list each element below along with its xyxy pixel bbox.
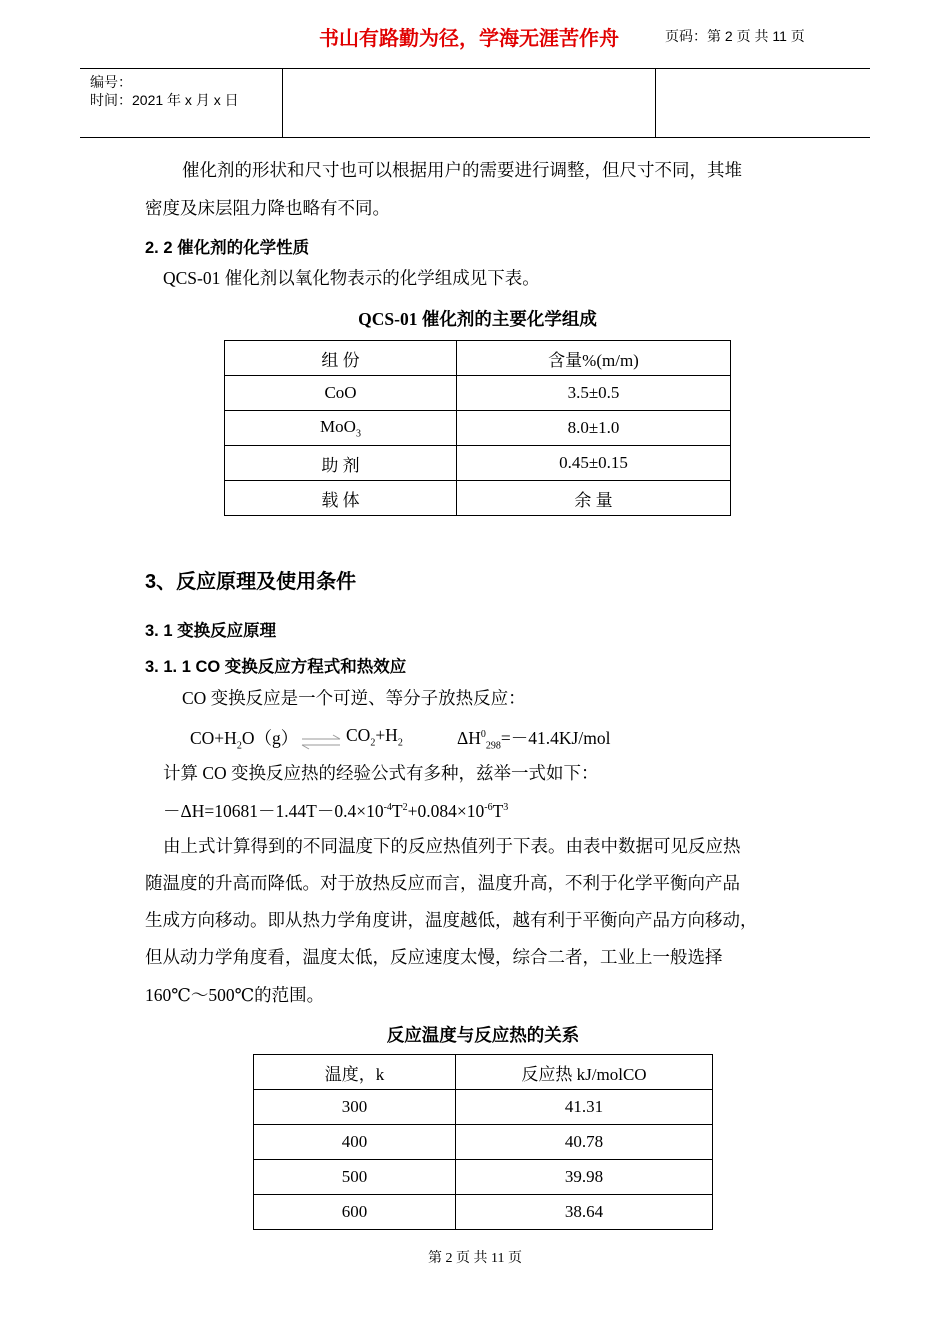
table-cell: 40.78 bbox=[456, 1125, 713, 1160]
table-header-cell: 反应热 kJ/molCO bbox=[456, 1055, 713, 1090]
eq-text: ΔH bbox=[457, 728, 481, 748]
section-2-2-heading: 2. 2 催化剂的化学性质 bbox=[145, 239, 310, 257]
table-cell: 38.64 bbox=[456, 1195, 713, 1230]
superscript: -6 bbox=[484, 802, 493, 814]
superscript: 3 bbox=[503, 802, 509, 814]
header-divider bbox=[282, 69, 283, 137]
reaction-equation bbox=[190, 725, 298, 752]
table-row bbox=[225, 481, 731, 516]
reaction-description: CO 变换反应是一个可逆、等分子放热反应： bbox=[182, 688, 526, 708]
subscript: 3 bbox=[355, 428, 361, 440]
eq-text: T bbox=[492, 801, 504, 821]
para-line: 生成方向移动。即从热力学角度讲，温度越低，越有利于平衡向产品方向移动， bbox=[145, 910, 758, 930]
eq-text: CO+H bbox=[190, 728, 237, 748]
eq-text: O（g） bbox=[241, 728, 299, 748]
reaction-products bbox=[346, 725, 403, 749]
table-cell: CoO bbox=[225, 376, 457, 411]
superscript: -4 bbox=[383, 802, 392, 814]
table-row bbox=[254, 1195, 713, 1230]
para-line: 160℃～500℃的范围。 bbox=[145, 985, 325, 1005]
para-line: 但从动力学角度看，温度太低，反应速度太慢，综合二者，工业上一般选择 bbox=[145, 947, 723, 967]
eq-text: T bbox=[391, 801, 403, 821]
section-3-1-1-heading: 3. 1. 1 CO 变换反应方程式和热效应 bbox=[145, 658, 407, 676]
table-cell: 600 bbox=[254, 1195, 456, 1230]
table-cell: 8.0±1.0 bbox=[457, 411, 731, 446]
table-row bbox=[254, 1160, 713, 1195]
eq-text: －ΔH=10681－1.44T－0.4×10 bbox=[163, 801, 384, 821]
reaction-heat-table bbox=[253, 1054, 713, 1230]
subscript: 2 bbox=[397, 737, 403, 749]
superscript: 0 bbox=[480, 729, 486, 741]
section-2-2-text: QCS-01 催化剂以氧化物表示的化学组成见下表。 bbox=[163, 268, 540, 288]
table-row bbox=[225, 341, 731, 376]
section-3-heading: 3、反应原理及使用条件 bbox=[145, 571, 357, 593]
subscript: 2 bbox=[370, 737, 376, 749]
composition-table bbox=[224, 340, 731, 516]
table-cell: 载 体 bbox=[225, 481, 457, 516]
heat-formula bbox=[163, 798, 508, 823]
eq-text: CO bbox=[346, 725, 371, 745]
para-line: 由上式计算得到的不同温度下的反应热值列于下表。由表中数据可见反应热 bbox=[163, 836, 741, 856]
eq-text: +0.084×10 bbox=[407, 801, 485, 821]
doc-date-label: 时间：2021 年 x 月 x 日 bbox=[90, 92, 239, 108]
table-header-cell: 温度，k bbox=[254, 1055, 456, 1090]
formula-intro: 计算 CO 变换反应热的经验公式有多种，兹举一式如下： bbox=[163, 763, 599, 783]
header-motto: 书山有路勤为径，学海无涯苦作舟 bbox=[319, 28, 619, 50]
table-cell: 0.45±0.15 bbox=[457, 446, 731, 481]
table-cell: 3.5±0.5 bbox=[457, 376, 731, 411]
equilibrium-arrow-icon bbox=[300, 734, 342, 750]
table-header-cell: 含量%(m/m) bbox=[457, 341, 731, 376]
intro-line-1: 催化剂的形状和尺寸也可以根据用户的需要进行调整，但尺寸不同，其堆 bbox=[182, 160, 742, 180]
header-page-info: 页码：第 2 页 共 11 页 bbox=[665, 28, 805, 44]
table-cell: 助 剂 bbox=[225, 446, 457, 481]
intro-line-2: 密度及床层阻力降也略有不同。 bbox=[145, 198, 390, 218]
table-cell: 500 bbox=[254, 1160, 456, 1195]
subscript: 2 bbox=[236, 740, 242, 752]
table-row bbox=[254, 1055, 713, 1090]
header-divider bbox=[655, 69, 656, 137]
table-cell bbox=[225, 411, 457, 446]
page-header bbox=[80, 68, 870, 138]
table-cell: 39.98 bbox=[456, 1160, 713, 1195]
table2-caption: 反应温度与反应热的关系 bbox=[386, 1025, 580, 1045]
subscript: 298 bbox=[485, 740, 501, 752]
eq-text: =－41.4KJ/mol bbox=[500, 728, 611, 748]
table-cell: 400 bbox=[254, 1125, 456, 1160]
superscript: 2 bbox=[402, 802, 408, 814]
eq-text: +H bbox=[375, 725, 398, 745]
table-cell: 余 量 bbox=[457, 481, 731, 516]
table-row bbox=[225, 411, 731, 446]
table-row bbox=[254, 1090, 713, 1125]
table-header-cell: 组 份 bbox=[225, 341, 457, 376]
table-row bbox=[254, 1125, 713, 1160]
page-footer: 第 2 页 共 11 页 bbox=[428, 1251, 522, 1266]
reaction-enthalpy bbox=[457, 725, 610, 752]
table-row bbox=[225, 446, 731, 481]
para-line: 随温度的升高而降低。对于放热反应而言，温度升高，不利于化学平衡向产品 bbox=[145, 873, 740, 893]
cell-text: MoO bbox=[320, 416, 356, 436]
table-cell: 41.31 bbox=[456, 1090, 713, 1125]
doc-code-label: 编号： bbox=[90, 74, 132, 90]
table1-caption: QCS-01 催化剂的主要化学组成 bbox=[358, 309, 597, 329]
table-cell: 300 bbox=[254, 1090, 456, 1125]
section-3-1-heading: 3. 1 变换反应原理 bbox=[145, 622, 277, 640]
table-row bbox=[225, 376, 731, 411]
